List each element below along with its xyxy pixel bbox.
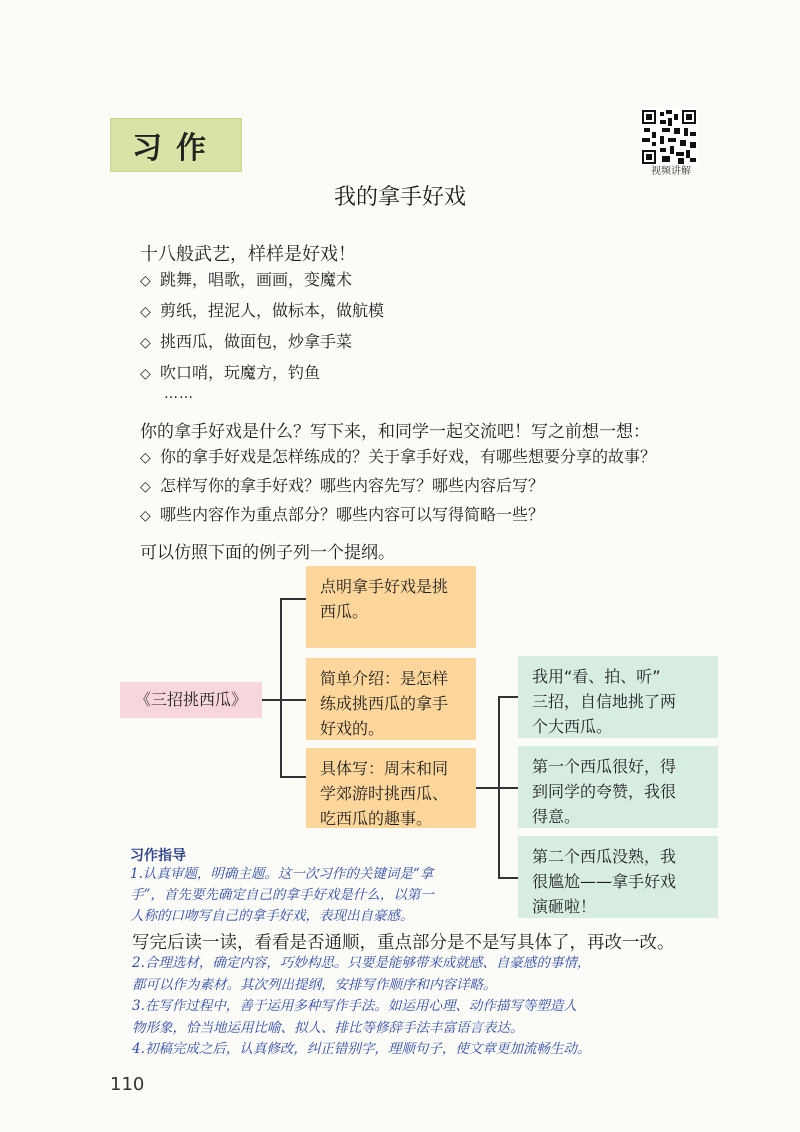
section-badge: 习作 [110, 118, 242, 172]
guide-notes: 2.合理选材，确定内容，巧妙构思。只要是能够带来成就感、自豪感的事情， 都可以作为素材。其次列出提纲，安排写作顺序和内容详略。 3.在写作过程中，善于运用多种写作手法。如运用心理、动作描写等塑造人 物形象，恰当地运用比喻、拟人、排比等修辞手法丰富语言表达。 4.初稿完成之后，认真修改，纠正错别字，理顺句子，使文章更加流畅生动。 [132, 955, 591, 1057]
ellipsis: …… [164, 386, 194, 402]
considerations-list [140, 442, 656, 529]
connector-line [280, 598, 282, 777]
diamond-icon: ◇ [140, 273, 151, 289]
list-item: ◇ 怎样写你的拿手好戏？哪些内容先写？哪些内容后写？ [140, 471, 656, 500]
list-item: ◇ 挑西瓜，做面包，炒拿手菜 [140, 326, 384, 357]
question-text: 你的拿手好戏是什么？写下来，和同学一起交流吧！写之前想一想： [140, 422, 650, 442]
detail-point-3: 第二个西瓜没熟，我 很尴尬——拿手好戏 演砸啦！ [518, 836, 718, 918]
diamond-icon: ◇ [140, 304, 151, 320]
guide-note-1: 1.认真审题，明确主题。这一次习作的关键词是“拿 手”，首先要先确定自己的拿手好戏是什么，以第一 人称的口吻写自己的拿手好戏，表现出自豪感。 [130, 866, 434, 924]
connector-line [498, 787, 518, 789]
qr-caption: 视频讲解 [651, 166, 691, 177]
connector-line [498, 877, 518, 879]
connector-line [280, 776, 306, 778]
outline-note: 可以仿照下面的例子列一个提纲。 [140, 543, 395, 563]
outline-point-3: 具体写：周末和同 学郊游时挑西瓜、 吃西瓜的趣事。 [306, 748, 476, 828]
diamond-icon: ◇ [140, 450, 151, 466]
outline-point-2: 简单介绍：是怎样 练成挑西瓜的拿手 好戏的。 [306, 658, 476, 740]
list-item: ◇ 吹口哨，玩魔方，钓鱼 [140, 357, 384, 388]
diamond-icon: ◇ [140, 479, 151, 495]
page-title: 我的拿手好戏 [333, 185, 466, 210]
page-number: 110 [110, 1074, 145, 1095]
connector-line [280, 598, 306, 600]
intro-text: 十八般武艺，样样是好戏！ [140, 244, 356, 265]
connector-line [280, 699, 306, 701]
list-item: ◇ 你的拿手好戏是怎样练成的？关于拿手好戏，有哪些想要分享的故事？ [140, 442, 656, 471]
detail-point-1: 我用“看、拍、听” 三招，自信地挑了两 个大西瓜。 [518, 656, 718, 738]
diamond-icon: ◇ [140, 366, 151, 382]
diamond-icon: ◇ [140, 508, 151, 524]
detail-point-2: 第一个西瓜很好，得 到同学的夸赞，我很 得意。 [518, 746, 718, 828]
root-node: 《三招挑西瓜》 [120, 682, 262, 718]
guide-title: 习作指导 [130, 848, 186, 864]
diamond-icon: ◇ [140, 335, 151, 351]
outline-point-1: 点明拿手好戏是挑 西瓜。 [306, 566, 476, 648]
connector-line [262, 699, 280, 701]
list-item: ◇ 跳舞，唱歌，画画，变魔术 [140, 264, 384, 295]
connector-line [498, 696, 518, 698]
list-item: ◇ 剪纸，捏泥人，做标本，做航模 [140, 295, 384, 326]
list-item: ◇ 哪些内容作为重点部分？哪些内容可以写得简略一些？ [140, 500, 656, 529]
revise-instruction: 写完后读一读，看看是否通顺，重点部分是不是写具体了，再改一改。 [132, 933, 675, 953]
connector-line [476, 787, 498, 789]
examples-list [140, 264, 384, 388]
qr-code-icon[interactable] [640, 108, 698, 166]
